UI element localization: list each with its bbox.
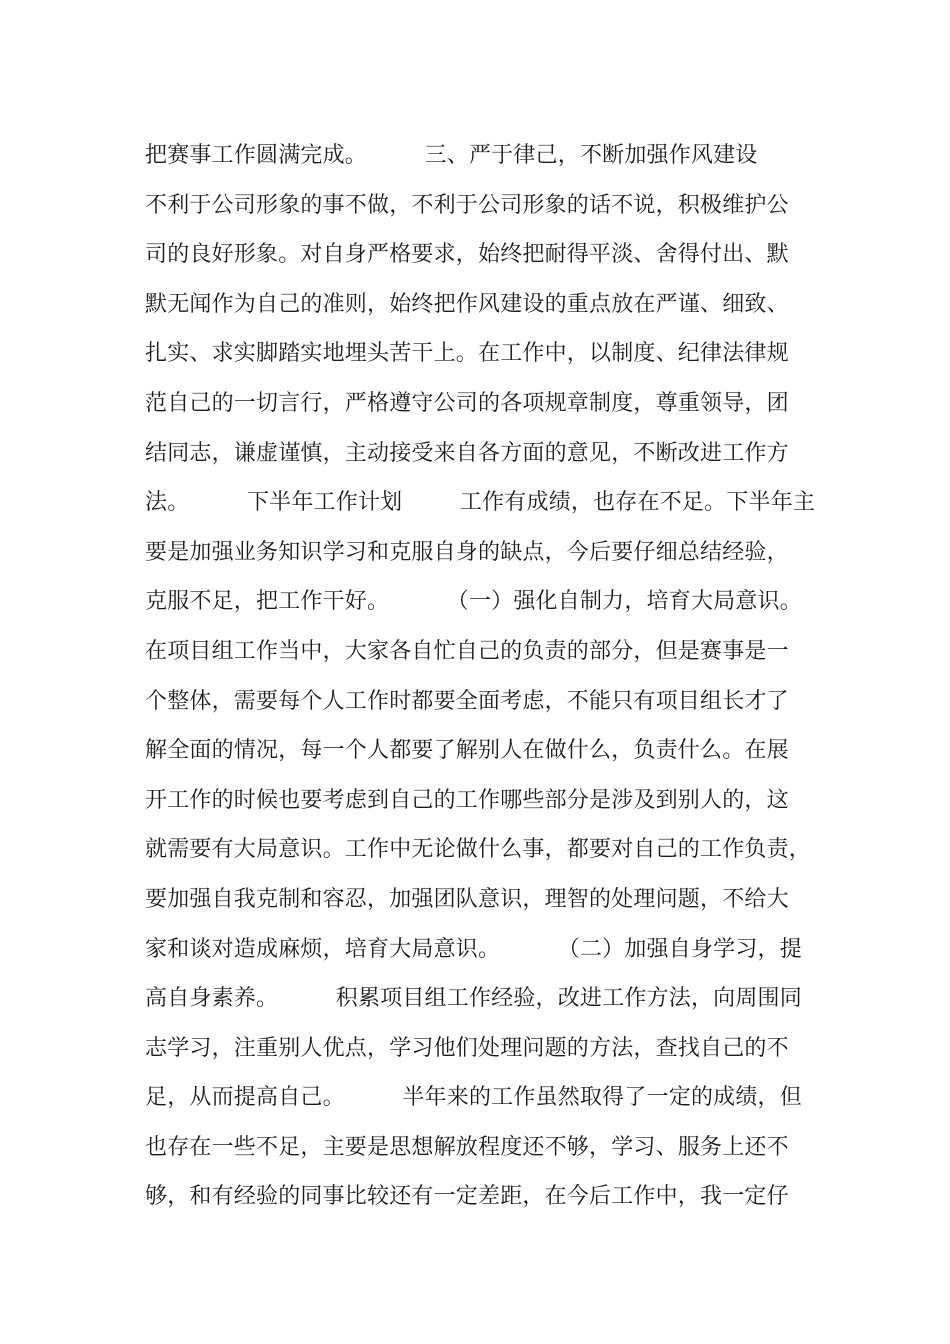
text-line: 足，从而提高自己。 半年来的工作虽然取得了一定的成绩，但	[145, 1085, 802, 1111]
text-line: 解全面的情况，每一个人都要了解别人在做什么，负责什么。在展	[145, 738, 789, 764]
text-line: 够，和有经验的同事比较还有一定差距，在今后工作中，我一定仔	[145, 1184, 789, 1210]
text-line: 把赛事工作圆满完成。 三、严于律己，不断加强作风建设	[145, 143, 758, 168]
text-line: 开工作的时候也要考虑到自己的工作哪些部分是涉及到别人的，这	[145, 787, 789, 813]
text-line: 默无闻作为自己的准则，始终把作风建设的重点放在严谨、细致、	[145, 291, 789, 317]
text-line: 克服不足，把工作干好。 （一）强化自制力，培育大局意识。	[145, 589, 802, 615]
text-line: 要加强自我克制和容忍，加强团队意识，理智的处理问题，不给大	[145, 886, 789, 912]
text-line: 个整体，需要每个人工作时都要全面考虑，不能只有项目组长才了	[145, 688, 789, 714]
text-line: 扎实、求实脚踏实地埋头苦干上。在工作中，以制度、纪律法律规	[145, 341, 789, 367]
text-line: 范自己的一切言行，严格遵守公司的各项规章制度，尊重领导，团	[145, 390, 789, 416]
text-line: 结同志，谦虚谨慎，主动接受来自各方面的意见，不断改进工作方	[145, 440, 789, 466]
text-line: 不利于公司形象的事不做，不利于公司形象的话不说，积极维护公	[145, 192, 789, 218]
text-line: 高自身素养。 积累项目组工作经验，改进工作方法，向周围同	[145, 986, 802, 1012]
text-line: 法。 下半年工作计划 工作有成绩，也存在不足。下半年主	[145, 490, 816, 516]
text-line: 也存在一些不足，主要是思想解放程度还不够，学习、服务上还不	[145, 1134, 789, 1160]
text-line: 司的良好形象。对自身严格要求，始终把耐得平淡、舍得付出、默	[145, 242, 789, 268]
text-line: 家和谈对造成麻烦，培育大局意识。 （二）加强自身学习，提	[145, 936, 802, 962]
body-text	[145, 131, 835, 1222]
text-line: 就需要有大局意识。工作中无论做什么事，都要对自己的工作负责，	[145, 837, 812, 863]
text-line: 在项目组工作当中，大家各自忙自己的负责的部分，但是赛事是一	[145, 638, 789, 664]
text-line: 要是加强业务知识学习和克服自身的缺点，今后要仔细总结经验，	[145, 539, 789, 565]
text-line: 志学习，注重别人优点，学习他们处理问题的方法，查找自己的不	[145, 1035, 789, 1061]
